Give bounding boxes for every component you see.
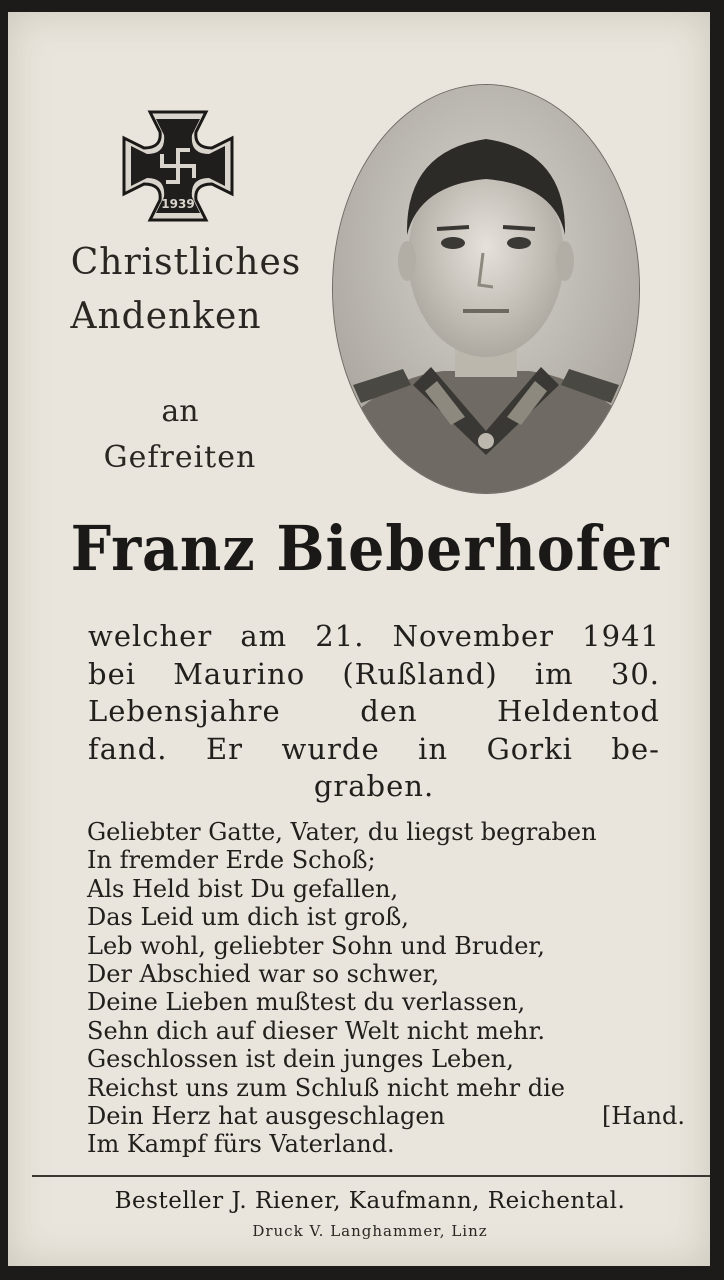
heading-andenken: Andenken	[70, 296, 262, 337]
poem-line: Deine Lieben mußtest du verlassen,	[87, 988, 526, 1017]
soldier-portrait-icon	[333, 85, 639, 493]
footer-divider	[32, 1175, 710, 1177]
poem-line: Als Held bist Du gefallen,	[87, 874, 399, 903]
heading-an: an	[161, 394, 199, 429]
poem-line: Dein Herz hat ausgeschlagen	[87, 1102, 445, 1131]
heading-rank: Gefreiten	[103, 440, 257, 475]
iron-cross-emblem	[120, 108, 236, 224]
bio-line-4: fand. Er wurde in Gorki be-	[88, 731, 660, 766]
bio-line-2: bei Maurino (Rußland) im 30.	[88, 656, 660, 691]
poem-line: Sehn dich auf dieser Welt nicht mehr.	[87, 1016, 545, 1045]
poem-line: Das Leid um dich ist groß,	[87, 903, 409, 932]
orderer-line: Besteller J. Riener, Kaufmann, Reichental.	[114, 1188, 626, 1214]
biography-text	[88, 618, 660, 806]
poem-line: Geliebter Gatte, Vater, du liegst begraben	[87, 818, 597, 846]
emblem-year: 1939	[161, 197, 195, 211]
iron-cross-icon	[120, 108, 236, 224]
poem-line: Geschlossen ist dein junges Leben,	[87, 1045, 514, 1074]
poem-overflow-word: [Hand.	[601, 1102, 685, 1131]
memorial-poem	[87, 818, 697, 1159]
poem-line: Reichst uns zum Schluß nicht mehr die	[87, 1073, 565, 1102]
poem-line: Leb wohl, geliebter Sohn und Bruder,	[87, 931, 545, 960]
memorial-card	[8, 12, 710, 1266]
poem-line: Im Kampf fürs Vaterland.	[87, 1130, 395, 1159]
printer-line: Druck V. Langhammer, Linz	[252, 1222, 488, 1240]
poem-line-with-overflow	[87, 1102, 697, 1130]
poem-line: In fremder Erde Schoß;	[87, 846, 376, 875]
poem-line: Der Abschied war so schwer,	[87, 960, 440, 989]
bio-line-3: Lebensjahre den Heldentod	[88, 694, 660, 728]
portrait-photo	[332, 84, 640, 494]
deceased-name: Franz Bieberhofer	[70, 512, 670, 585]
bio-line-1: welcher am 21. November 1941	[88, 619, 660, 653]
heading-christliches: Christliches	[70, 242, 302, 283]
bio-line-5: graben.	[313, 769, 435, 803]
